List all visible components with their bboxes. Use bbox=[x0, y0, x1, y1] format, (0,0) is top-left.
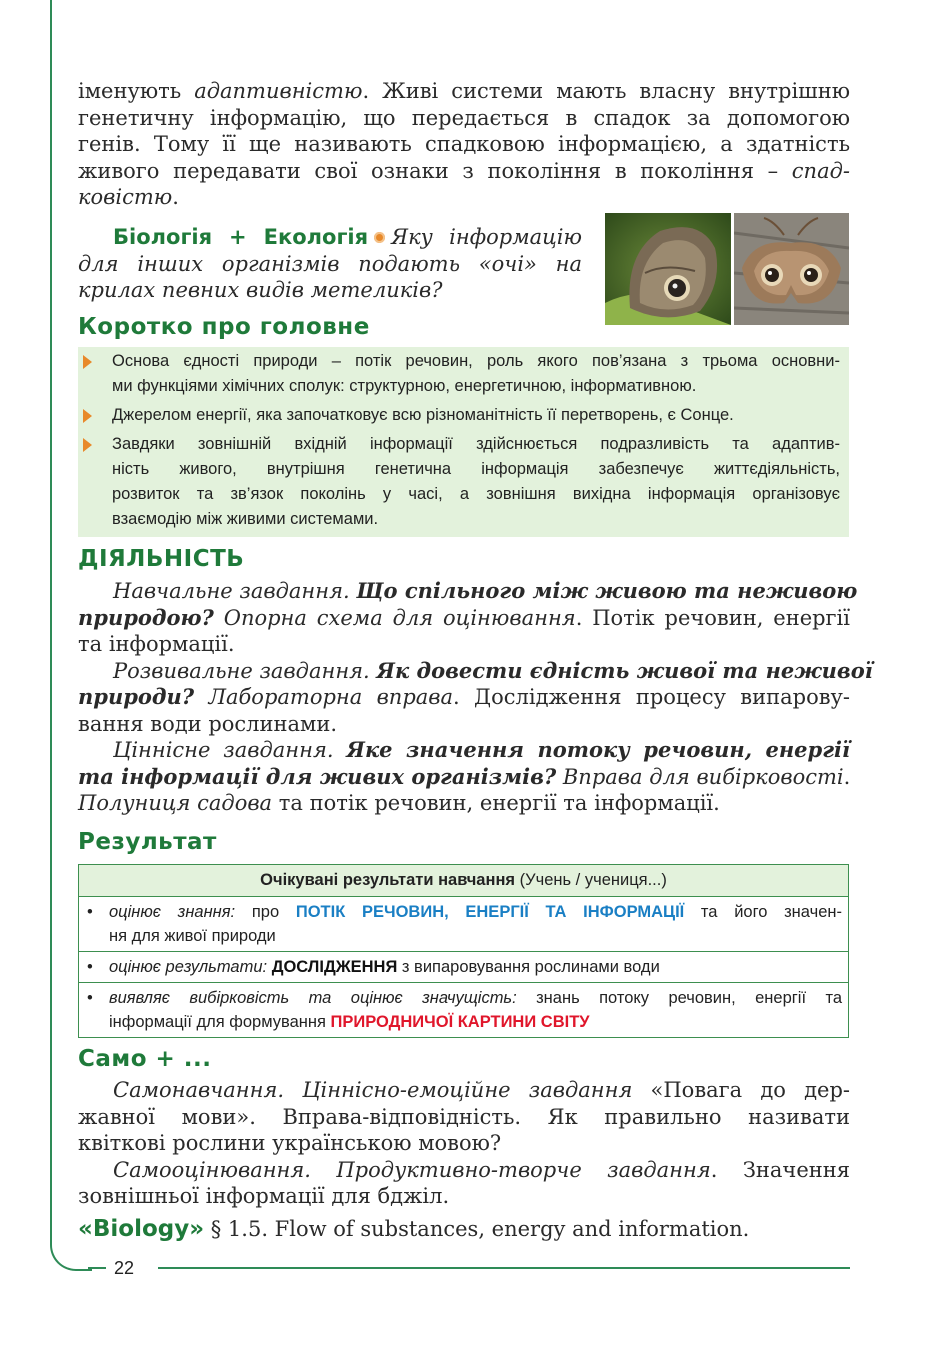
summary-item: Завдяки зовнішній вхідній інформації здійснюється подразливість та адаптив- ність живого, внутрішня генетична інформація забезпечує життєдіяльність, розвиток та зв’язок поколінь у часі, а зовнішня вихідна інформація організовує взаємодію між живими системами. bbox=[112, 435, 840, 528]
activity-paragraph: Навчальне завдання. Що спільного між живою та неживою природою? Опорна схема для оцінювання. Потік речовин, енергії та інформації. Розвивальне завдання. Як довести єдність живої та неживої природи? Лабораторна вправа. Дослідження процесу випарову- вання води рослинами. Ціннісне завдання. Яке значення потоку речовин, енергії та інформації для живих організмів? Вправа для вибірковості. Полуниця садова та потік речовин, енергії та інформації. bbox=[78, 578, 873, 815]
biology-reference: «Biology» § 1.5. Flow of substances, energy and information. bbox=[78, 1216, 750, 1242]
table-row: • оцінює знання: про ПОТІК РЕЧОВИН, ЕНЕРГІЇ ТА ІНФОРМАЦІЇ та його значен- ня для живої природи bbox=[79, 897, 849, 952]
footer-rule bbox=[88, 1267, 106, 1269]
summary-item: Джерелом енергії, яка започатковує всю різноманітність її перетворень, є Сонце. bbox=[112, 406, 734, 424]
table-row: • виявляє вибірковість та оцінює значущість: знань потоку речовин, енергії та інформації для формування ПРИРОДНИЧОЇ КАРТИНИ СВІТУ bbox=[79, 983, 849, 1038]
arrow-bullet-icon bbox=[83, 355, 92, 369]
intro-paragraph: іменують адаптивністю. Живі системи мають власну внутрішню генетичну інформацію, що передається в спадок за допомогою генів. Тому її ще називають спадковою інформацією, а здатність живого передавати свої ознаки з покоління в покоління – спад- ковістю. bbox=[78, 79, 850, 209]
result-heading: Результат bbox=[78, 829, 217, 855]
biology-label: «Biology» bbox=[78, 1216, 205, 1242]
results-table bbox=[78, 864, 849, 1038]
summary-box bbox=[78, 347, 849, 537]
ecology-label: Біологія + Екологія bbox=[113, 225, 369, 249]
summary-heading: Коротко про головне bbox=[78, 314, 370, 340]
arrow-bullet-icon bbox=[83, 409, 92, 423]
footer-rule bbox=[158, 1267, 850, 1269]
page-number: 22 bbox=[114, 1258, 135, 1278]
ecology-question: Біологія + Екологія Яку інформацію для інших організмів подають «очі» на крилах певних видів метеликів? bbox=[78, 225, 582, 302]
activity-heading: ДІЯЛЬНІСТЬ bbox=[78, 546, 245, 572]
summary-item: Основа єдності природи – потік речовин, роль якого пов’язана з трьома основни- ми функціями хімічних сполук: структурною, енергетичною, інформативною. bbox=[112, 352, 840, 395]
samo-paragraph: Самонавчання. Ціннісно-емоційне завдання «Повага до дер- жавної мови». Вправа-відповідність. Як правильно називати квіткові рослини українською мовою? Самооцінювання. Продуктивно-творче завдання. Значення зовнішньої інформації для бджіл. bbox=[78, 1078, 850, 1208]
table-row: • оцінює результати: ДОСЛІДЖЕННЯ з випаровування рослинами води bbox=[79, 952, 849, 983]
butterfly-photo-2 bbox=[734, 213, 849, 325]
butterfly-photo-1 bbox=[605, 213, 731, 325]
flower-icon bbox=[374, 232, 385, 243]
samo-heading: Само + ... bbox=[78, 1046, 212, 1072]
arrow-bullet-icon bbox=[83, 438, 92, 452]
table-header: Очікувані результати навчання (Учень / учениця...) bbox=[79, 865, 849, 897]
